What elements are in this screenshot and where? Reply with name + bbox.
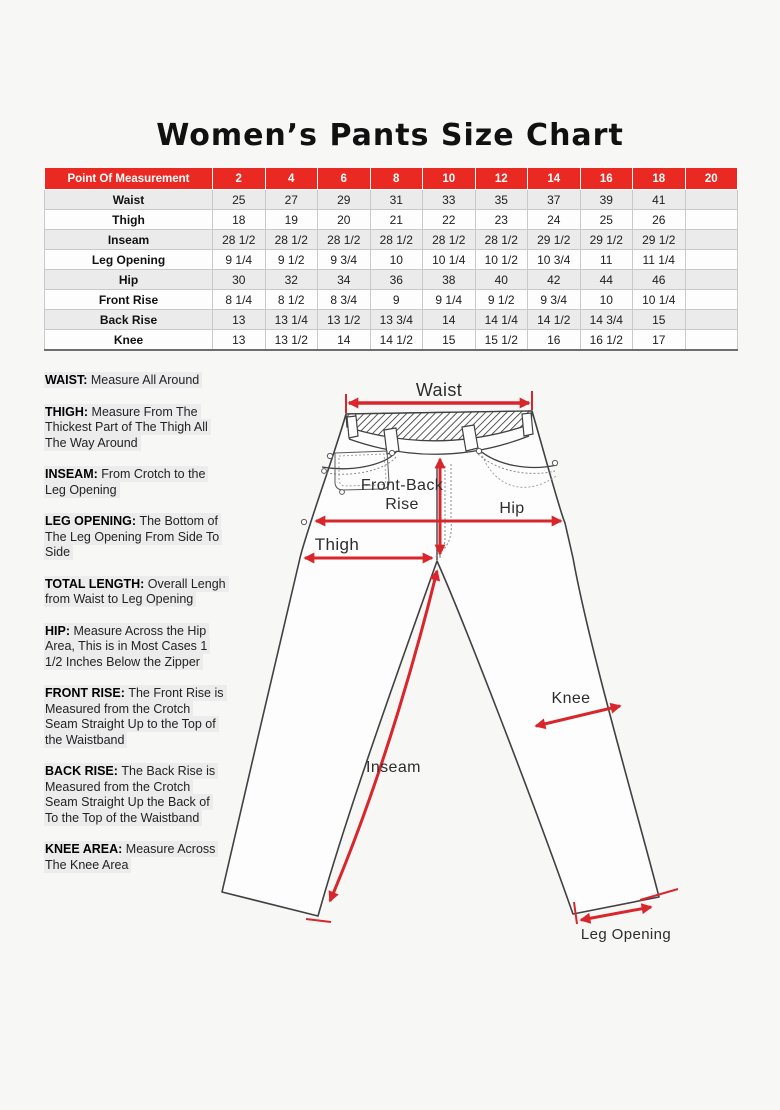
table-row-inseam <box>45 230 738 250</box>
cell-front-rise-size-18: 10 1/4 <box>633 290 686 310</box>
pants-diagram <box>200 372 780 962</box>
definition-text: LEG OPENING: The Bottom of The Leg Opening From Side To Side <box>44 513 222 560</box>
cell-waist-size-14: 37 <box>528 190 581 210</box>
cell-waist-size-18: 41 <box>633 190 686 210</box>
inseam-label: Inseam <box>366 759 421 776</box>
cell-back-rise-size-12: 14 1/4 <box>475 310 528 330</box>
definition-text: HIP: Measure Across the Hip Area, This is in Most Cases 1 1/2 Inches Below the Zipper <box>44 623 210 670</box>
cell-waist-size-20 <box>685 190 738 210</box>
cell-back-rise-size-2: 13 <box>213 310 266 330</box>
cell-knee-size-4: 13 1/2 <box>265 330 318 351</box>
table-row-hip <box>45 270 738 290</box>
page-title: Women’s Pants Size Chart <box>156 118 624 153</box>
definition-text: FRONT RISE: The Front Rise is Measured from the Crotch Seam Straight Up to the Top of the Waistband <box>44 685 227 748</box>
definition-text: KNEE AREA: Measure Across The Knee Area <box>44 841 218 873</box>
cell-thigh-size-10: 22 <box>423 210 476 230</box>
cell-waist-size-10: 33 <box>423 190 476 210</box>
cell-inseam-size-8: 28 1/2 <box>370 230 423 250</box>
front-back-rise-label-line1: Front-Back <box>360 477 444 494</box>
cell-leg-opening-size-18: 11 1/4 <box>633 250 686 270</box>
cell-leg-opening-size-4: 9 1/2 <box>265 250 318 270</box>
definitions-list <box>44 373 226 889</box>
definition-total-length <box>44 577 226 608</box>
cell-knee-size-16: 16 1/2 <box>580 330 633 351</box>
row-label-waist: Waist <box>45 190 213 210</box>
cell-back-rise-size-8: 13 3/4 <box>370 310 423 330</box>
row-label-front-rise: Front Rise <box>45 290 213 310</box>
waist-label: Waist <box>415 380 463 400</box>
cell-front-rise-size-6: 8 3/4 <box>318 290 371 310</box>
cell-inseam-size-2: 28 1/2 <box>213 230 266 250</box>
cell-waist-size-8: 31 <box>370 190 423 210</box>
table-row-waist <box>45 190 738 210</box>
cell-leg-opening-size-2: 9 1/4 <box>213 250 266 270</box>
cell-knee-size-14: 16 <box>528 330 581 351</box>
cell-back-rise-size-14: 14 1/2 <box>528 310 581 330</box>
cell-leg-opening-size-20 <box>685 250 738 270</box>
row-label-knee: Knee <box>45 330 213 351</box>
cell-thigh-size-16: 25 <box>580 210 633 230</box>
cell-front-rise-size-4: 8 1/2 <box>265 290 318 310</box>
cell-front-rise-size-12: 9 1/2 <box>475 290 528 310</box>
header-size-8: 8 <box>370 168 423 190</box>
table-row-knee <box>45 330 738 351</box>
table-body <box>45 190 738 351</box>
cell-hip-size-6: 34 <box>318 270 371 290</box>
cell-front-rise-size-20 <box>685 290 738 310</box>
knee-label: Knee <box>551 690 591 707</box>
cell-inseam-size-6: 28 1/2 <box>318 230 371 250</box>
cell-thigh-size-12: 23 <box>475 210 528 230</box>
cell-hip-size-4: 32 <box>265 270 318 290</box>
cell-knee-size-10: 15 <box>423 330 476 351</box>
cell-back-rise-size-20 <box>685 310 738 330</box>
cell-inseam-size-10: 28 1/2 <box>423 230 476 250</box>
header-size-2: 2 <box>213 168 266 190</box>
definition-text: TOTAL LENGTH: Overall Lengh from Waist to Leg Opening <box>44 576 229 608</box>
cell-thigh-size-18: 26 <box>633 210 686 230</box>
cell-thigh-size-6: 20 <box>318 210 371 230</box>
definition-text: THIGH: Measure From The Thickest Part of The Thigh All The Way Around <box>44 404 211 451</box>
cell-thigh-size-4: 19 <box>265 210 318 230</box>
cell-hip-size-14: 42 <box>528 270 581 290</box>
cell-back-rise-size-18: 15 <box>633 310 686 330</box>
row-label-inseam: Inseam <box>45 230 213 250</box>
thigh-label: Thigh <box>314 535 360 554</box>
row-label-thigh: Thigh <box>45 210 213 230</box>
definition-hip <box>44 624 226 671</box>
header-size-20: 20 <box>685 168 738 190</box>
cell-hip-size-20 <box>685 270 738 290</box>
header-point-of-measurement: Point Of Measurement <box>45 168 213 190</box>
cell-knee-size-12: 15 1/2 <box>475 330 528 351</box>
cell-knee-size-8: 14 1/2 <box>370 330 423 351</box>
cell-hip-size-2: 30 <box>213 270 266 290</box>
cell-knee-size-6: 14 <box>318 330 371 351</box>
cell-hip-size-18: 46 <box>633 270 686 290</box>
table-row-leg-opening <box>45 250 738 270</box>
cell-back-rise-size-6: 13 1/2 <box>318 310 371 330</box>
cell-thigh-size-20 <box>685 210 738 230</box>
cell-back-rise-size-16: 14 3/4 <box>580 310 633 330</box>
cell-inseam-size-12: 28 1/2 <box>475 230 528 250</box>
front-back-rise-label-line2: Rise <box>385 496 419 513</box>
header-size-12: 12 <box>475 168 528 190</box>
cell-front-rise-size-14: 9 3/4 <box>528 290 581 310</box>
cell-leg-opening-size-10: 10 1/4 <box>423 250 476 270</box>
cell-hip-size-8: 36 <box>370 270 423 290</box>
header-size-4: 4 <box>265 168 318 190</box>
table-row-front-rise <box>45 290 738 310</box>
hip-label: Hip <box>499 500 525 517</box>
definition-leg-opening <box>44 514 226 561</box>
header-size-18: 18 <box>633 168 686 190</box>
row-label-back-rise: Back Rise <box>45 310 213 330</box>
cell-inseam-size-14: 29 1/2 <box>528 230 581 250</box>
cell-hip-size-16: 44 <box>580 270 633 290</box>
cell-inseam-size-20 <box>685 230 738 250</box>
definition-thigh <box>44 405 226 452</box>
cell-waist-size-6: 29 <box>318 190 371 210</box>
cell-inseam-size-18: 29 1/2 <box>633 230 686 250</box>
table-row-back-rise <box>45 310 738 330</box>
row-label-hip: Hip <box>45 270 213 290</box>
cell-waist-size-12: 35 <box>475 190 528 210</box>
header-size-14: 14 <box>528 168 581 190</box>
definition-waist <box>44 373 226 389</box>
cell-thigh-size-2: 18 <box>213 210 266 230</box>
cell-inseam-size-4: 28 1/2 <box>265 230 318 250</box>
table-header <box>45 168 738 190</box>
cell-leg-opening-size-8: 10 <box>370 250 423 270</box>
cell-knee-size-18: 17 <box>633 330 686 351</box>
cell-front-rise-size-16: 10 <box>580 290 633 310</box>
cell-leg-opening-size-6: 9 3/4 <box>318 250 371 270</box>
header-size-6: 6 <box>318 168 371 190</box>
cell-inseam-size-16: 29 1/2 <box>580 230 633 250</box>
definition-inseam <box>44 467 226 498</box>
cell-waist-size-4: 27 <box>265 190 318 210</box>
cell-waist-size-2: 25 <box>213 190 266 210</box>
cell-leg-opening-size-14: 10 3/4 <box>528 250 581 270</box>
definition-text: WAIST: Measure All Around <box>44 372 202 388</box>
cell-knee-size-20 <box>685 330 738 351</box>
cell-back-rise-size-10: 14 <box>423 310 476 330</box>
cell-leg-opening-size-16: 11 <box>580 250 633 270</box>
cell-knee-size-2: 13 <box>213 330 266 351</box>
leg-opening-label: Leg Opening <box>580 926 672 943</box>
header-size-10: 10 <box>423 168 476 190</box>
cell-thigh-size-14: 24 <box>528 210 581 230</box>
cell-hip-size-10: 38 <box>423 270 476 290</box>
cell-back-rise-size-4: 13 1/4 <box>265 310 318 330</box>
definition-front-rise <box>44 686 226 748</box>
header-size-16: 16 <box>580 168 633 190</box>
definition-back-rise <box>44 764 226 826</box>
cell-leg-opening-size-12: 10 1/2 <box>475 250 528 270</box>
row-label-leg-opening: Leg Opening <box>45 250 213 270</box>
table-row-thigh <box>45 210 738 230</box>
size-chart-table <box>44 168 738 351</box>
cell-front-rise-size-2: 8 1/4 <box>213 290 266 310</box>
table-header-row <box>45 168 738 190</box>
cell-thigh-size-8: 21 <box>370 210 423 230</box>
cell-front-rise-size-8: 9 <box>370 290 423 310</box>
cell-front-rise-size-10: 9 1/4 <box>423 290 476 310</box>
definition-knee-area <box>44 842 226 873</box>
cell-waist-size-16: 39 <box>580 190 633 210</box>
definition-text: BACK RISE: The Back Rise is Measured from the Crotch Seam Straight Up the Back of To the Top of the Waistband <box>44 763 218 826</box>
cell-hip-size-12: 40 <box>475 270 528 290</box>
definition-text: INSEAM: From Crotch to the Leg Opening <box>44 466 208 498</box>
inseam-cuff-tick <box>306 919 331 922</box>
